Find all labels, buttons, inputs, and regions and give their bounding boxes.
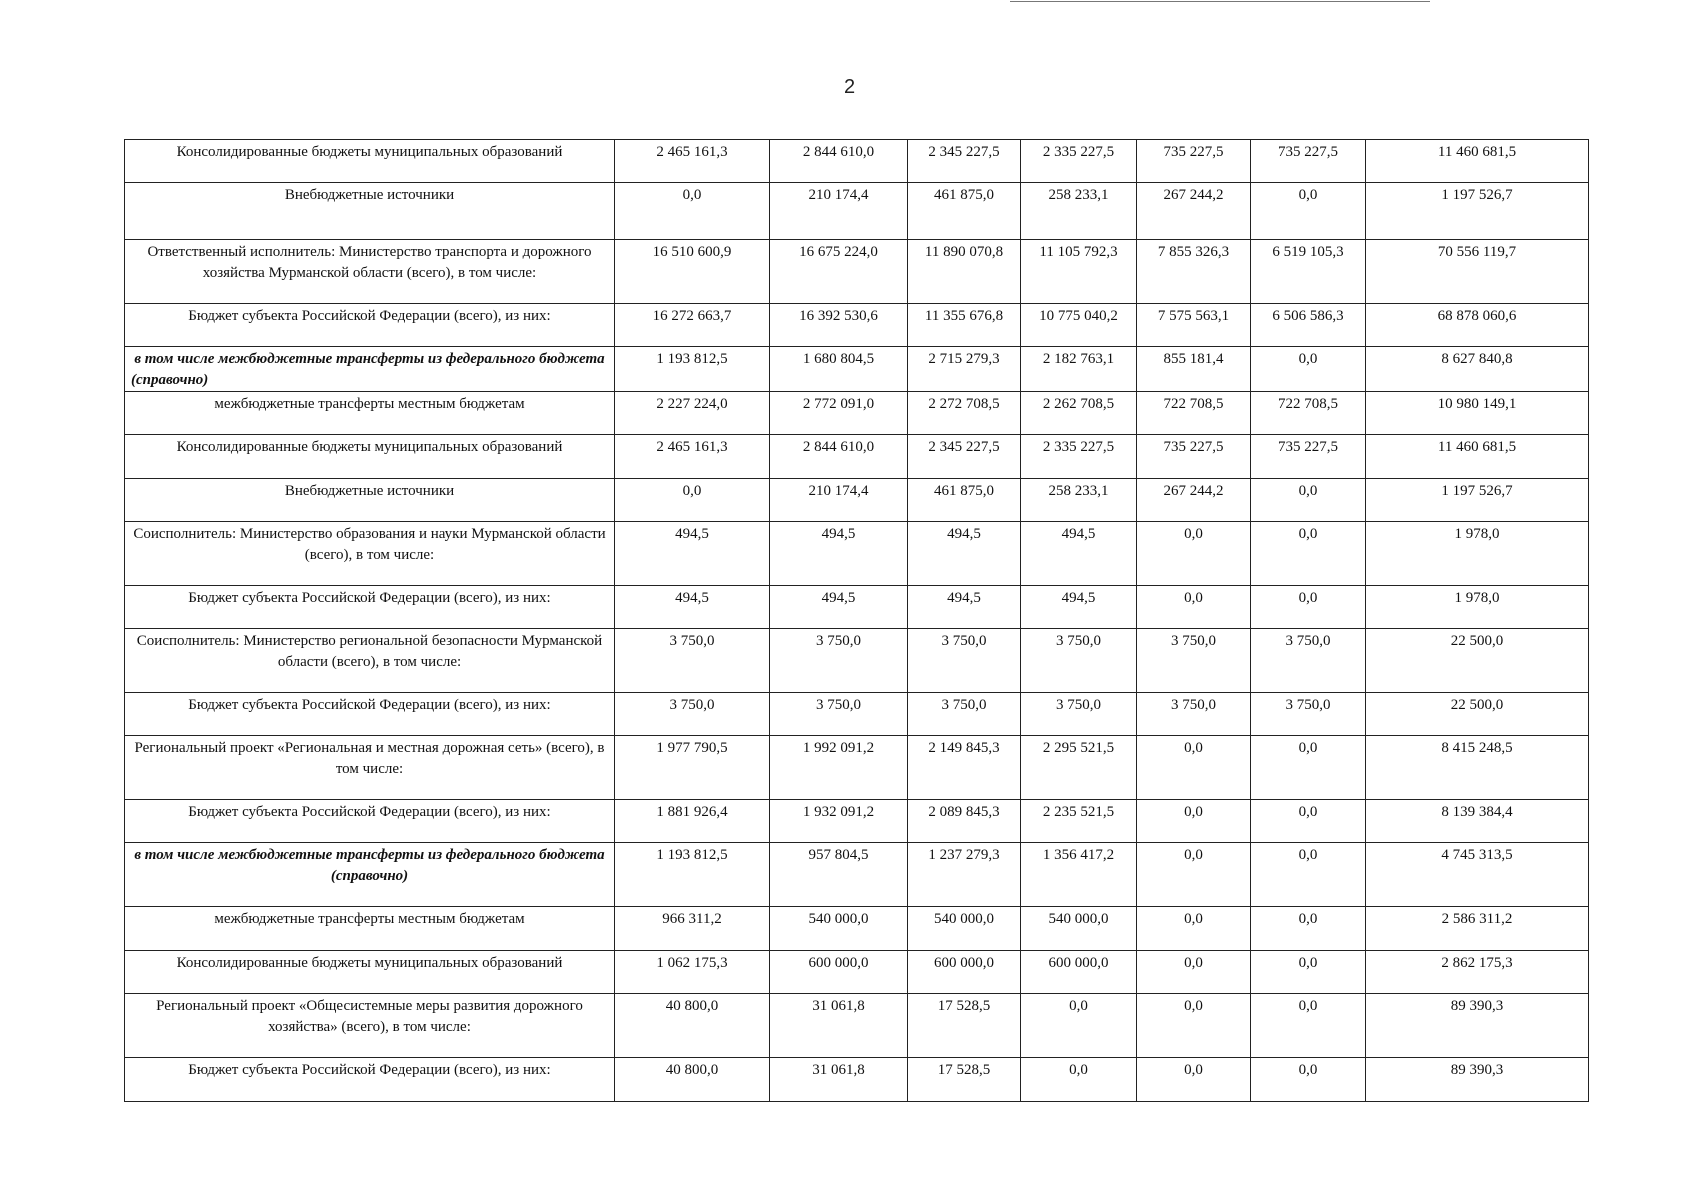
row-value: 0,0 [1251,347,1366,392]
row-value: 6 519 105,3 [1251,240,1366,304]
row-value: 0,0 [1251,800,1366,843]
row-value: 3 750,0 [1251,693,1366,736]
row-value: 735 227,5 [1137,140,1251,183]
row-label: межбюджетные трансферты местным бюджетам [125,907,615,951]
row-label: Соисполнитель: Министерство образования и науки Мурманской области (всего), в том числе: [125,522,615,586]
row-value: 70 556 119,7 [1366,240,1589,304]
row-value: 2 844 610,0 [770,435,908,479]
row-value: 722 708,5 [1137,392,1251,435]
row-value: 0,0 [1251,994,1366,1058]
row-label: в том числе межбюджетные трансферты из федерального бюджета (справочно) [125,347,615,392]
row-value: 1 197 526,7 [1366,183,1589,240]
row-value: 2 272 708,5 [908,392,1021,435]
table-row [125,304,1589,347]
row-value: 494,5 [615,522,770,586]
row-value: 0,0 [1137,907,1251,951]
row-value: 0,0 [615,183,770,240]
row-value: 2 715 279,3 [908,347,1021,392]
table-row [125,347,1589,392]
top-rule [1010,1,1430,2]
row-value: 494,5 [908,586,1021,629]
row-label: в том числе межбюджетные трансферты из федерального бюджета (справочно) [125,843,615,907]
row-value: 0,0 [1137,522,1251,586]
row-value: 3 750,0 [1137,629,1251,693]
row-label: Внебюджетные источники [125,479,615,522]
row-value: 494,5 [770,586,908,629]
row-value: 2 149 845,3 [908,736,1021,800]
row-value: 89 390,3 [1366,994,1589,1058]
row-value: 1 978,0 [1366,522,1589,586]
row-value: 722 708,5 [1251,392,1366,435]
row-value: 31 061,8 [770,1058,908,1102]
row-value: 11 355 676,8 [908,304,1021,347]
row-value: 0,0 [1251,183,1366,240]
row-value: 4 745 313,5 [1366,843,1589,907]
row-label: Ответственный исполнитель: Министерство транспорта и дорожного хозяйства Мурманской области (всего), в том числе: [125,240,615,304]
row-value: 0,0 [1021,1058,1137,1102]
row-value: 210 174,4 [770,479,908,522]
row-value: 8 627 840,8 [1366,347,1589,392]
row-label: Бюджет субъекта Российской Федерации (всего), из них: [125,586,615,629]
row-value: 3 750,0 [908,693,1021,736]
table-row [125,392,1589,435]
row-value: 16 510 600,9 [615,240,770,304]
row-value: 600 000,0 [908,951,1021,994]
row-value: 40 800,0 [615,994,770,1058]
row-value: 1 193 812,5 [615,347,770,392]
table-row [125,140,1589,183]
row-value: 40 800,0 [615,1058,770,1102]
table-row [125,240,1589,304]
row-label: Консолидированные бюджеты муниципальных образований [125,435,615,479]
row-value: 3 750,0 [1021,693,1137,736]
row-value: 2 262 708,5 [1021,392,1137,435]
row-value: 210 174,4 [770,183,908,240]
row-value: 0,0 [1137,736,1251,800]
row-value: 258 233,1 [1021,479,1137,522]
table-row [125,1058,1589,1102]
row-value: 1 977 790,5 [615,736,770,800]
row-value: 2 089 845,3 [908,800,1021,843]
row-value: 0,0 [1251,843,1366,907]
table-row [125,183,1589,240]
row-value: 0,0 [1251,736,1366,800]
row-value: 10 980 149,1 [1366,392,1589,435]
row-value: 22 500,0 [1366,693,1589,736]
row-label: Региональный проект «Региональная и местная дорожная сеть» (всего), в том числе: [125,736,615,800]
row-value: 3 750,0 [615,629,770,693]
row-value: 3 750,0 [908,629,1021,693]
row-value: 540 000,0 [1021,907,1137,951]
table-row [125,629,1589,693]
row-value: 0,0 [1137,951,1251,994]
row-value: 8 139 384,4 [1366,800,1589,843]
row-value: 2 335 227,5 [1021,140,1137,183]
row-value: 2 862 175,3 [1366,951,1589,994]
row-value: 10 775 040,2 [1021,304,1137,347]
budget-table [124,139,1589,1102]
table-row [125,800,1589,843]
table-row [125,522,1589,586]
row-label: Внебюджетные источники [125,183,615,240]
row-value: 0,0 [1251,586,1366,629]
row-value: 8 415 248,5 [1366,736,1589,800]
row-value: 267 244,2 [1137,479,1251,522]
row-value: 957 804,5 [770,843,908,907]
row-value: 2 465 161,3 [615,435,770,479]
row-value: 0,0 [1251,951,1366,994]
row-value: 461 875,0 [908,183,1021,240]
row-value: 11 460 681,5 [1366,435,1589,479]
row-value: 494,5 [908,522,1021,586]
row-value: 540 000,0 [770,907,908,951]
table-row [125,693,1589,736]
row-value: 494,5 [770,522,908,586]
row-value: 0,0 [1251,907,1366,951]
row-value: 7 855 326,3 [1137,240,1251,304]
row-label: Соисполнитель: Министерство региональной безопасности Мурманской области (всего), в том числе: [125,629,615,693]
table-row [125,479,1589,522]
row-value: 2 465 161,3 [615,140,770,183]
row-value: 16 675 224,0 [770,240,908,304]
row-value: 461 875,0 [908,479,1021,522]
row-value: 7 575 563,1 [1137,304,1251,347]
row-label: Региональный проект «Общесистемные меры развития дорожного хозяйства» (всего), в том числе: [125,994,615,1058]
row-value: 1 978,0 [1366,586,1589,629]
row-value: 2 586 311,2 [1366,907,1589,951]
row-value: 22 500,0 [1366,629,1589,693]
row-value: 0,0 [1251,479,1366,522]
page-number: 2 [843,76,856,98]
table-row [125,586,1589,629]
row-value: 600 000,0 [770,951,908,994]
row-value: 1 881 926,4 [615,800,770,843]
row-value: 855 181,4 [1137,347,1251,392]
row-value: 2 295 521,5 [1021,736,1137,800]
table-row [125,435,1589,479]
row-value: 2 235 521,5 [1021,800,1137,843]
row-value: 267 244,2 [1137,183,1251,240]
row-value: 11 890 070,8 [908,240,1021,304]
row-value: 0,0 [1251,1058,1366,1102]
row-value: 16 392 530,6 [770,304,908,347]
row-value: 0,0 [1137,800,1251,843]
table-row [125,907,1589,951]
row-value: 494,5 [1021,522,1137,586]
row-label: Бюджет субъекта Российской Федерации (всего), из них: [125,1058,615,1102]
row-label: Консолидированные бюджеты муниципальных образований [125,951,615,994]
row-label: Бюджет субъекта Российской Федерации (всего), из них: [125,693,615,736]
table-row [125,843,1589,907]
row-value: 1 680 804,5 [770,347,908,392]
row-label: Бюджет субъекта Российской Федерации (всего), из них: [125,304,615,347]
row-value: 1 356 417,2 [1021,843,1137,907]
table-row [125,994,1589,1058]
table-row [125,736,1589,800]
row-value: 0,0 [1251,522,1366,586]
row-value: 0,0 [1137,586,1251,629]
row-value: 31 061,8 [770,994,908,1058]
row-value: 0,0 [1137,1058,1251,1102]
row-value: 16 272 663,7 [615,304,770,347]
row-value: 735 227,5 [1137,435,1251,479]
row-value: 3 750,0 [1251,629,1366,693]
row-value: 17 528,5 [908,1058,1021,1102]
row-label: Бюджет субъекта Российской Федерации (всего), из них: [125,800,615,843]
row-value: 1 062 175,3 [615,951,770,994]
row-value: 494,5 [1021,586,1137,629]
row-value: 2 345 227,5 [908,435,1021,479]
row-value: 68 878 060,6 [1366,304,1589,347]
row-label: межбюджетные трансферты местным бюджетам [125,392,615,435]
row-value: 0,0 [1137,843,1251,907]
row-value: 3 750,0 [1137,693,1251,736]
row-value: 1 237 279,3 [908,843,1021,907]
row-value: 0,0 [1137,994,1251,1058]
row-value: 2 182 763,1 [1021,347,1137,392]
row-value: 735 227,5 [1251,140,1366,183]
row-value: 735 227,5 [1251,435,1366,479]
row-value: 1 992 091,2 [770,736,908,800]
row-value: 966 311,2 [615,907,770,951]
row-value: 600 000,0 [1021,951,1137,994]
row-value: 3 750,0 [770,629,908,693]
row-value: 11 460 681,5 [1366,140,1589,183]
row-value: 258 233,1 [1021,183,1137,240]
row-value: 1 197 526,7 [1366,479,1589,522]
row-value: 540 000,0 [908,907,1021,951]
row-value: 3 750,0 [615,693,770,736]
row-value: 11 105 792,3 [1021,240,1137,304]
row-value: 2 772 091,0 [770,392,908,435]
row-value: 2 345 227,5 [908,140,1021,183]
row-value: 0,0 [1021,994,1137,1058]
row-value: 1 932 091,2 [770,800,908,843]
row-label: Консолидированные бюджеты муниципальных образований [125,140,615,183]
row-value: 3 750,0 [1021,629,1137,693]
row-value: 3 750,0 [770,693,908,736]
row-value: 494,5 [615,586,770,629]
row-value: 17 528,5 [908,994,1021,1058]
row-value: 2 844 610,0 [770,140,908,183]
table-row [125,951,1589,994]
row-value: 2 227 224,0 [615,392,770,435]
row-value: 0,0 [615,479,770,522]
row-value: 89 390,3 [1366,1058,1589,1102]
row-value: 6 506 586,3 [1251,304,1366,347]
row-value: 2 335 227,5 [1021,435,1137,479]
row-value: 1 193 812,5 [615,843,770,907]
